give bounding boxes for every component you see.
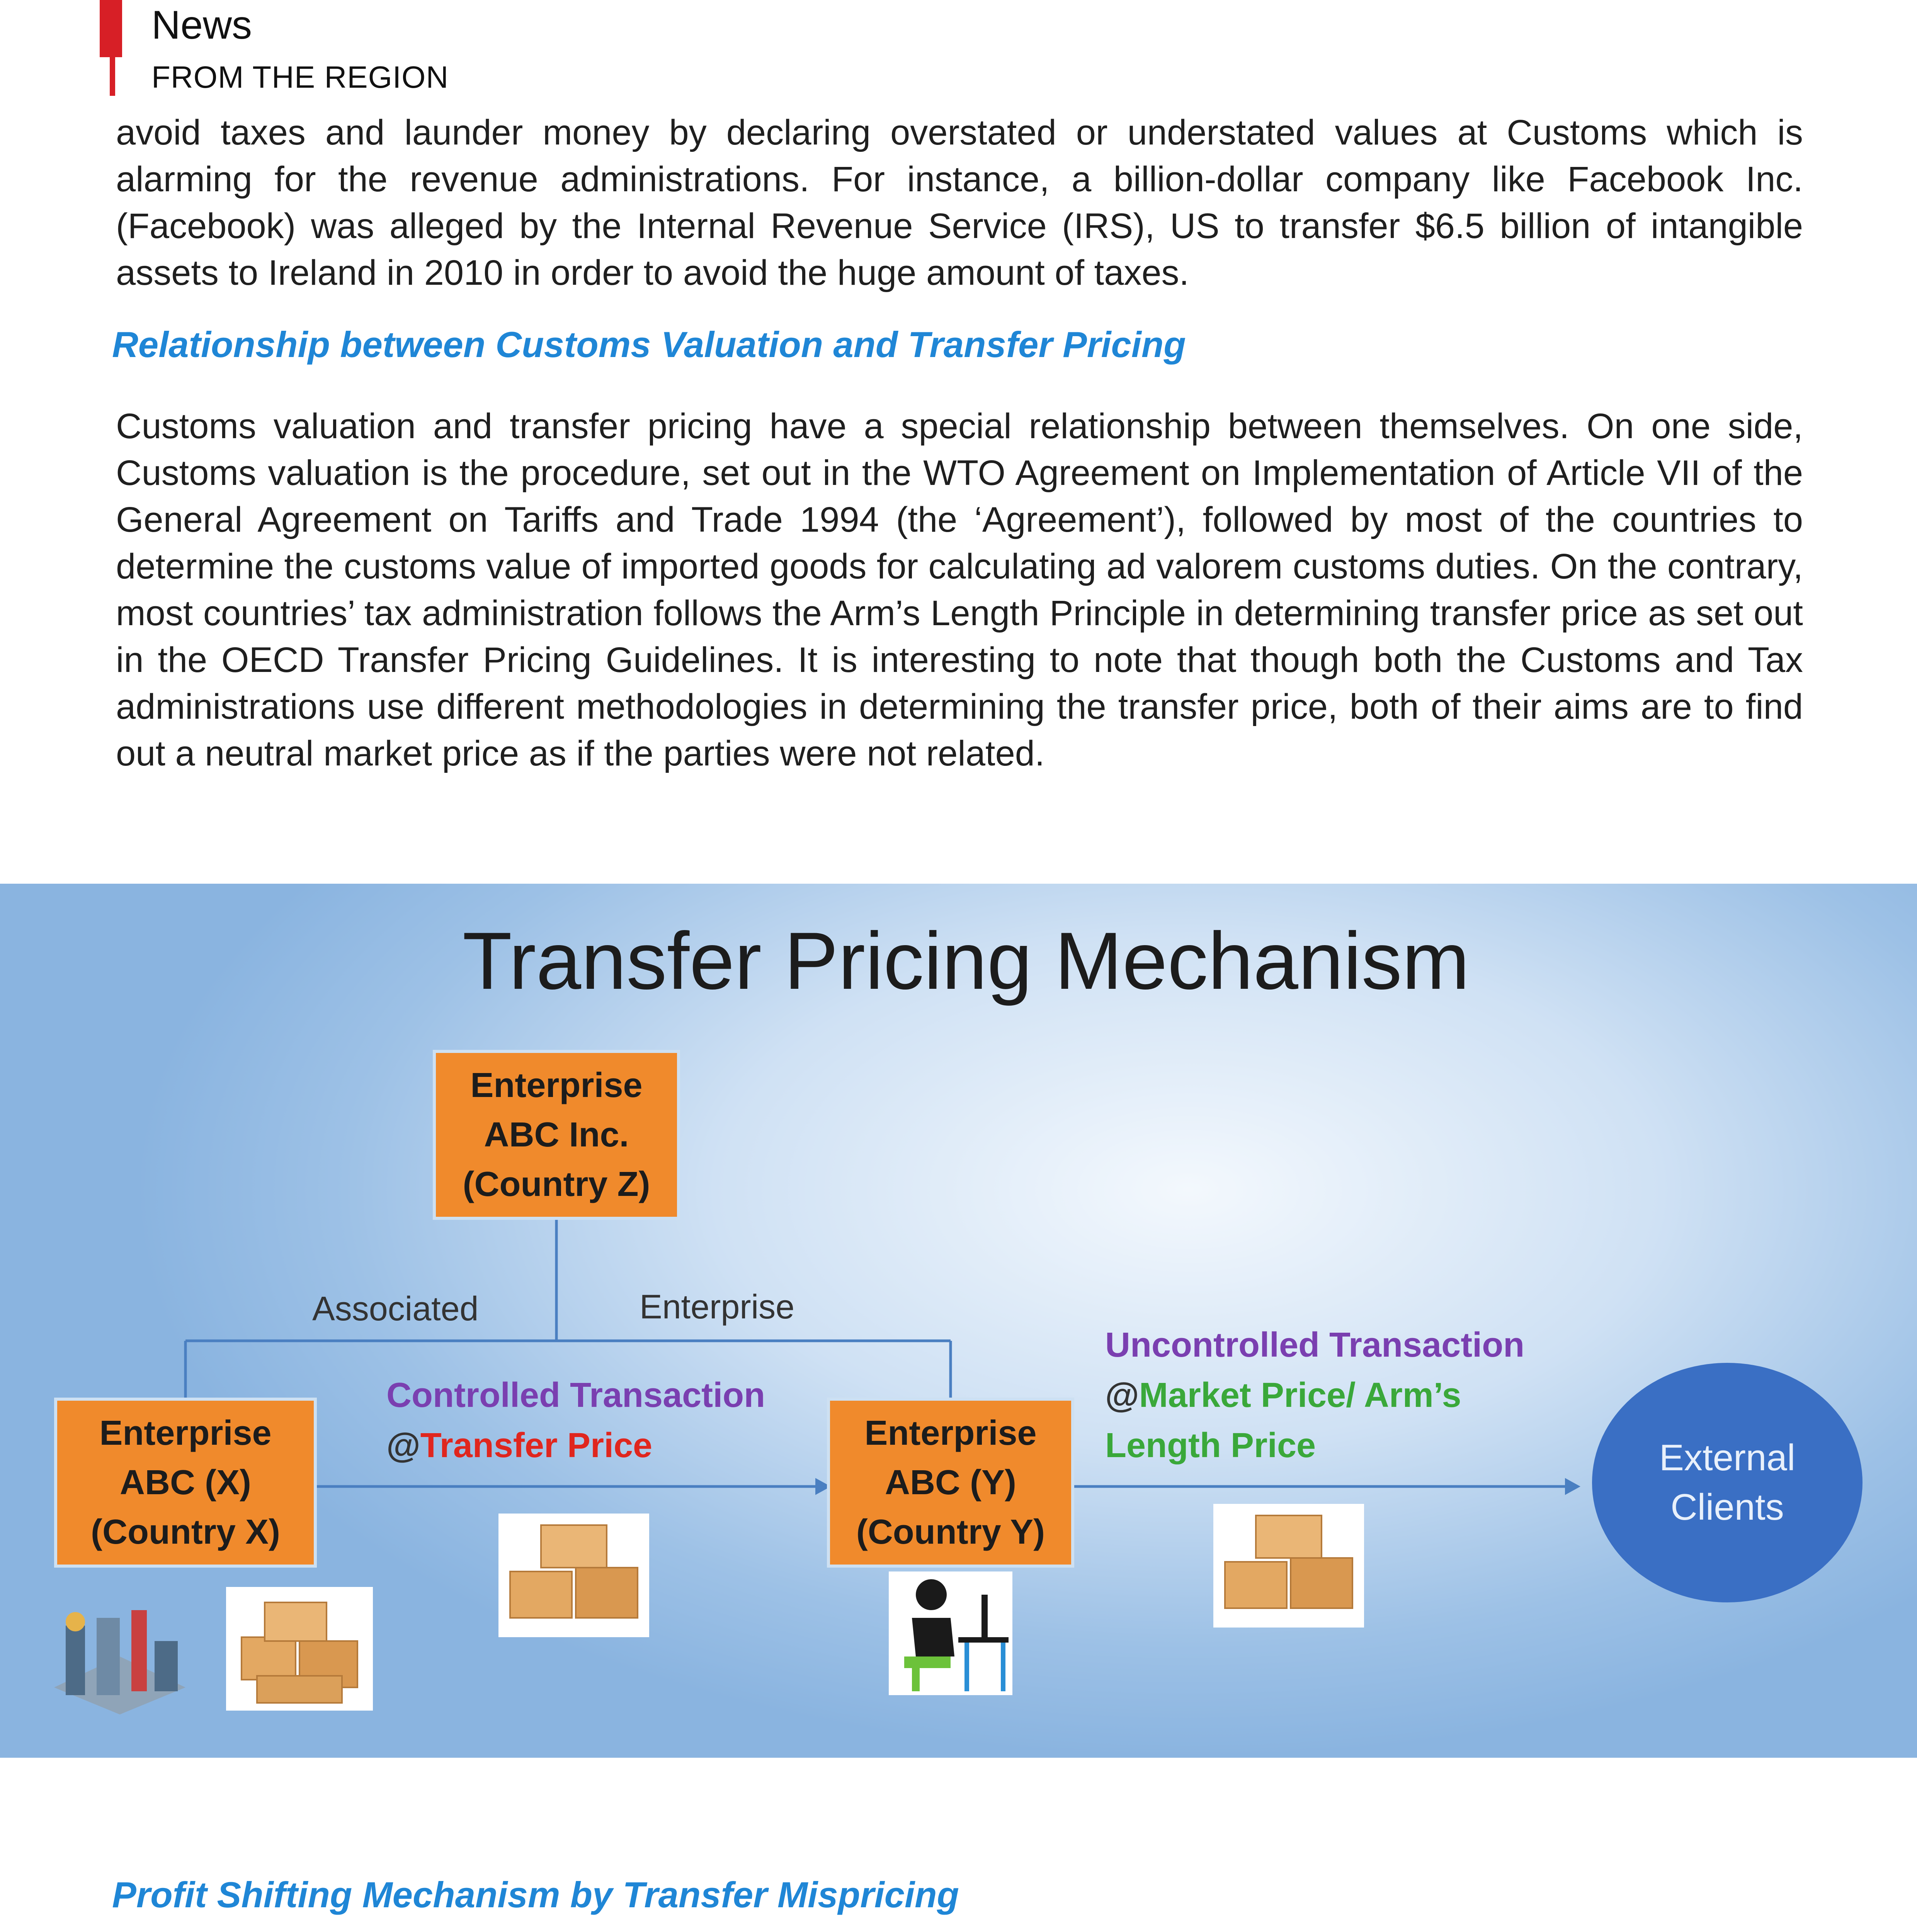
arms-length-price-label: Length Price <box>1105 1426 1316 1465</box>
associated-label: Associated <box>312 1289 479 1328</box>
header-accent-tick <box>110 57 115 96</box>
controlled-transaction-label: Controlled Transaction <box>386 1376 765 1415</box>
external-clients-circle: External Clients <box>1592 1363 1863 1602</box>
section-subtitle: FROM THE REGION <box>151 60 449 94</box>
goods-boxes-icon <box>226 1587 373 1711</box>
transfer-price-label: @Transfer Price <box>386 1426 653 1465</box>
section2-heading: Profit Shifting Mechanism by Transfer Mispricing <box>112 1874 959 1915</box>
transfer-pricing-diagram <box>0 884 1917 1758</box>
section-title: News <box>151 3 252 48</box>
factory-icon <box>43 1595 197 1718</box>
goods-boxes-icon <box>498 1514 649 1637</box>
parent-enterprise-box: Enterprise ABC Inc. (Country Z) <box>433 1050 680 1220</box>
section1-heading: Relationship between Customs Valuation and Transfer Pricing <box>112 324 1186 365</box>
header-accent-bar <box>100 0 122 57</box>
subsidiary-x-box: Enterprise ABC (X) (Country X) <box>54 1398 317 1568</box>
diagram-title: Transfer Pricing Mechanism <box>462 915 1470 1006</box>
subsidiary-y-box: Enterprise ABC (Y) (Country Y) <box>827 1398 1074 1568</box>
intro-paragraph: avoid taxes and launder money by declaring overstated or understated values at Customs which is alarming for the revenue administrations. For instance, a billion-dollar company like Facebook Inc. (Facebook) was alleged by the Internal Revenue Service (IRS), US to transfer $6.5 billion of intangible assets to Ireland in 2010 in order to avoid the huge amount of taxes. <box>116 113 1803 293</box>
uncontrolled-transaction-label: Uncontrolled Transaction <box>1105 1326 1525 1364</box>
market-price-label: @Market Price/ Arm’s <box>1105 1376 1461 1415</box>
enterprise-label: Enterprise <box>640 1287 795 1326</box>
uncontrolled-arrowhead <box>1565 1478 1580 1495</box>
goods-boxes-icon <box>1213 1504 1364 1628</box>
section1-paragraph: Customs valuation and transfer pricing have a special relationship between themselves. On one side, Customs valuation is the procedure, set out in the WTO Agreement on Implementation of Article VII of the General Agreement on Tariffs and Trade 1994 (the ‘Agreement’), followed by most of the countries to determine the customs value of imported goods for calculating ad valorem customs duties. On the contrary, most countries’ tax administration follows the Arm’s Length Principle in determining transfer price as set out in the OECD Transfer Pricing Guidelines. It is interesting to note that though both the Customs and Tax administrations use different methodologies in determining the transfer price, both of their aims are to find out a neutral market price as if the parties were not related. <box>116 406 1803 773</box>
worker-at-desk-icon <box>889 1571 1012 1695</box>
